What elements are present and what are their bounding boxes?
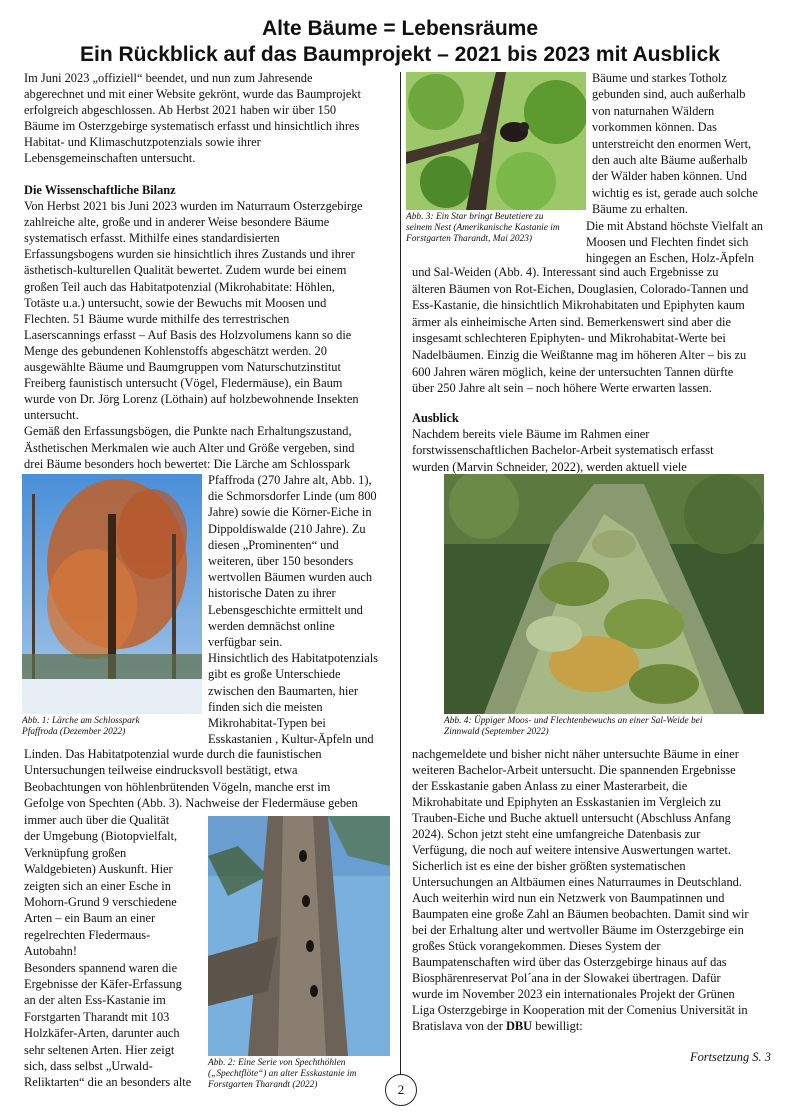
page-subtitle: Ein Rückblick auf das Baumprojekt – 2021 bis 2023 mit Ausblick (80, 43, 720, 66)
text-line: Forstgarten Tharandt mit 103 (24, 1009, 170, 1024)
text-line: Verknüpfung großen (24, 845, 127, 860)
text-line: von naturnahen Wäldern (592, 103, 715, 118)
text-line: Freiberg faunistisch untersucht (Vögel, Fledermäuse), ein Baum (24, 376, 343, 391)
text-line: Laserscannings erfasst – Auf Basis des Holzvolumens kann so die (24, 327, 352, 342)
caption-line: seinem Nest (Amerikanische Kastanie im (406, 223, 560, 233)
text-line: gebunden sind, auch außerhalb (592, 87, 746, 102)
text-line: älteren Bäumen von Rot-Eichen, Douglasien, Colorado-Tannen und (412, 281, 749, 296)
photo-larch (22, 474, 202, 714)
text-line: historische Daten zu ihrer (208, 586, 336, 601)
text-line: großen Teil auch das Habitatpotenzial (Mikrohabitate: Höhlen, (24, 279, 335, 294)
ausblick-heading: Ausblick (412, 411, 459, 425)
text-line: Holzkäfer-Arten, darunter auch (24, 1026, 180, 1041)
text-line: immer auch über die Qualität (24, 813, 170, 827)
text-line: Jahre) sowie die Körner-Eiche in (208, 505, 372, 520)
text-line: der Esskastanie gaben Anlass zu einer Masterarbeit, die (412, 779, 688, 793)
text-line: über 250 Jahre alt sein – noch höhere Werte erwarten lassen. (412, 381, 712, 396)
text-line: Erfassungsbogens wurden sie hinsichtlich ihres Zustands und ihrer (24, 247, 355, 262)
caption-line: Abb. 2: Eine Serie von Spechthöhlen (208, 1058, 346, 1068)
text-line: Gefolge von Spechten (Abb. 3). Nachweise der Fledermäuse geben (24, 796, 358, 811)
text-line: Trauben-Eiche und Buche aktuell untersucht (Abschluss Anfang (412, 811, 731, 825)
text-line: Besonders spannend waren die (24, 960, 178, 975)
continuation-note: Fortsetzung S. 3 (690, 1050, 771, 1064)
text-line: vorkommen können. Das (592, 120, 717, 135)
text-line: Ergebnisse der Käfer-Erfassung (24, 977, 182, 991)
text-line: Bäume im Osterzgebirge systematisch erfasst und hinsichtlich ihres (24, 119, 360, 133)
text-line: Liga Osterzgebirge in Kooperation mit der Comenius Universität in (412, 1003, 748, 1017)
text-line: insgesamt schlechteren Epiphyten- und Mikrohabitat-Werte bei (412, 331, 726, 346)
text-line: gibt es große Unterschiede (208, 667, 341, 682)
page-number: 2 (385, 1074, 417, 1106)
text-line: Bäume zu erhalten. (592, 202, 688, 217)
text-line: Mohorn-Grund 9 verschiedene (24, 895, 177, 909)
text-line: Moosen und Flechten findet sich (586, 235, 749, 249)
ausblick-last-line: Bratislava von der DBU bewilligt: (412, 1019, 583, 1033)
text-line: Dippoldiswalde (210 Jahre). Zu (208, 521, 366, 536)
text-line: weiteren Bachelor-Arbeit untersucht. Die spannenden Ergebnisse (412, 763, 736, 777)
text-line: Totäste u.a.) untersucht, sowie der Bewuchs mit Moosen und (24, 295, 327, 310)
text-line: verfügbar sein. (208, 635, 283, 649)
text-line: zeigten sich an einer Esche in (24, 878, 171, 893)
text-line: abgerechnet und mit einer Website gekrönt, wurde das Baumprojekt (24, 87, 362, 101)
text-line: regelrechten Fledermaus- (24, 927, 151, 942)
caption-line: („Spechtflöte“) an alter Esskastanie im (208, 1069, 357, 1079)
text-line: ärmer als einheimische Arten sind. Bemerkenswert sind aber die (412, 314, 731, 329)
text-line: den auch alte Bäume außerhalb (592, 153, 748, 167)
text-line: Untersuchungen teilweise eindrucksvoll bestätigt, etwa (24, 763, 298, 778)
text-line: und Sal-Weiden (Abb. 4). Interessant sind auch Ergebnisse zu (412, 265, 719, 279)
text-line: ästhetisch-kulturellen Qualität bewertet. Zudem wurde bei einem (24, 263, 347, 278)
text-line: sich, dass selbst „Urwald- (24, 1059, 153, 1073)
text-line: Esskastanien , Kultur-Äpfeln und (208, 732, 374, 747)
text-line: Nadelbäumen. Einzig die Weißtanne mag im höheren Alter – bis zu (412, 348, 747, 362)
text-line: Flechten. 51 Bäume wurde mithilfe des terrestrischen (24, 311, 290, 326)
text-line: Biosphärenreservat Pol´ana in der Slowakei übertragen. Dafür (412, 971, 721, 985)
text-line: Beobachtungen von höhlenbrütenden Vögeln, manche erst im (24, 779, 331, 794)
text-line: Menge des gebundenen Kohlenstoffs abgeschätzt werden. 20 (24, 343, 327, 358)
column-divider (400, 72, 401, 1082)
text-line: unterstreicht den enormen Wert, (592, 136, 752, 151)
text-line: zahlreiche alte, große und in anderer Weise besondere Bäume (24, 215, 330, 230)
caption-line: Abb. 4: Üppiger Moos- und Flechtenbewuchs an einer Sal-Weide bei (444, 716, 703, 726)
text-line: Reliktarten“ die an besonders alte (24, 1075, 192, 1090)
text-line: die Schmorsdorfer Linde (um 800 (208, 489, 377, 504)
text-line: wurden (Marvin Schneider, 2022), werden aktuell viele (412, 459, 687, 474)
bilanz-heading: Die Wissenschaftliche Bilanz (24, 183, 176, 197)
text-line: Habitat- und Klimaschutzpotenzials sowie ihrer (24, 135, 261, 149)
text-line: Ästhetischen Merkmalen wie auch Alter und Größe vergeben, sind (24, 440, 355, 455)
text-line: Im Juni 2023 „offiziell“ beendet, und nun zum Jahresende (24, 71, 313, 85)
text-line: wichtig es ist, gerade auch solche (592, 185, 758, 200)
text-line: erfolgreich abgeschlossen. Ab Herbst 2021 haben wir über 150 (24, 103, 337, 117)
text-line: Ess-Kastanie, die hinsichtlich Mikrohabitaten und Epiphyten kaum (412, 298, 745, 313)
text-line: untersucht. (24, 408, 79, 423)
page-title: Alte Bäume = Lebensräume (261, 17, 538, 40)
text-line: Untersuchungen an Altbäumen eines Naturraumes in Deutschland. (412, 875, 742, 889)
text-line: wurde im November 2023 ein internationales Projekt der Grünen (412, 987, 735, 1001)
photo-starling (406, 72, 586, 210)
text-line: Hinsichtlich des Habitatpotenzials (208, 651, 378, 666)
text-line: Waldgebieten) Auskunft. Hier (24, 862, 173, 877)
text-line: 600 Jahren wären möglich, keine der untersuchten Tannen dürfte (412, 364, 734, 379)
text-line: 2024). Schon jetzt steht eine umfangreiche Datenbasis zur (412, 827, 701, 841)
text-line: Arten – ein Baum an einer (24, 911, 156, 926)
text-line: ausgewählte Bäume und Baumgruppen vom Naturschutzinstitut (24, 360, 341, 374)
text-line: Nachdem bereits viele Bäume im Rahmen einer (412, 427, 650, 441)
text-line: weiteren, über 150 besonders (208, 554, 354, 568)
text-line: forstwissenschaftlichen Bachelor-Arbeit systematisch erfasst (412, 443, 714, 458)
photo-moss-willow (444, 474, 764, 714)
text-line: Lebensgemeinschaften untersucht. (24, 151, 196, 165)
caption-line: Abb. 3: Ein Star bringt Beutetiere zu (406, 212, 544, 222)
text-line: der Umgebung (Biotopvielfalt, (24, 829, 178, 844)
text-line: hingegen an Eschen, Holz-Äpfeln (586, 251, 754, 266)
caption-line: Forstgarten Tharandt, Mai 2023) (406, 234, 533, 244)
text-line: Autobahn! (24, 944, 77, 959)
text-line: Bäume und starkes Totholz (592, 71, 727, 85)
text-line: bei der Erhaltung alter und wertvoller Bäume im Osterzgebirge ein (412, 923, 744, 937)
text-line: an der alten Ess-Kastanie im (24, 993, 166, 1008)
text-line: wertvollen Bäumen wurden auch (208, 570, 373, 585)
text-line: Baumpatenschaften wird über das Osterzgebirge hinaus auf das (412, 955, 727, 969)
text-line: zwischen den Baumarten, hier (208, 683, 359, 698)
text-line: systematisch erfasst. Mithilfe eines standardisierten (24, 231, 280, 246)
text-line: Sicherlich ist es eine der bisher größten systematischen (412, 859, 686, 873)
text-line: großes Stück vorangekommen. Dieses System der (412, 939, 661, 953)
text-line: Mikrohabitate und Epiphyten an Esskastanien im Vergleich zu (412, 795, 721, 809)
caption-line: Forstgarten Tharandt (2022) (208, 1080, 318, 1090)
text-line: Linden. Das Habitatpotenzial wurde durch die faunistischen (24, 747, 322, 761)
text-line: Pfaffroda (270 Jahre alt, Abb. 1), (208, 473, 372, 487)
text-line: Von Herbst 2021 bis Juni 2023 wurden im Naturraum Osterzgebirge (24, 199, 363, 213)
text-line: der Wälder haben können. Und (592, 169, 747, 184)
photo-woodpecker-holes (208, 816, 390, 1056)
text-line: Lebensgeschichte ermittelt und (208, 602, 363, 617)
text-line: Baumpaten eine große Zahl an Bäumen beobachten. Damit sind wir (412, 907, 749, 921)
text-line: Mikrohabitat-Typen bei (208, 716, 326, 730)
caption-line: Zinnwald (September 2022) (444, 727, 549, 737)
text-line: finden sich die meisten (208, 699, 323, 714)
caption-line: Pfaffroda (Dezember 2022) (22, 727, 126, 737)
text-line: Verfügung, die noch auf weitere intensive Auswertungen wartet. (412, 843, 731, 857)
text-line: nachgemeldete und bisher nicht näher untersuchte Bäume in einer (412, 747, 739, 761)
text-line: sehr seltenen Arten. Hier zeigt (24, 1042, 175, 1057)
text-line: diesen „Prominenten“ und (208, 537, 339, 552)
text-line: Auch weiterhin wird nun ein Netzwerk von Baumpatinnen und (412, 891, 725, 905)
caption-line: Abb. 1: Lärche am Schlosspark (22, 716, 140, 726)
text-line: Gemäß den Erfassungsbögen, die Punkte nach Erhaltungszustand, (24, 424, 352, 439)
text-line: werden demnächst online (208, 618, 335, 633)
text-line: drei Bäume besonders hoch bewertet: Die Lärche am Schlosspark (24, 456, 351, 471)
text-line: wurde von Dr. Jörg Lorenz (Löthain) auf holzbewohnende Insekten (24, 392, 359, 407)
text-line: Die mit Abstand höchste Vielfalt an (586, 218, 763, 233)
